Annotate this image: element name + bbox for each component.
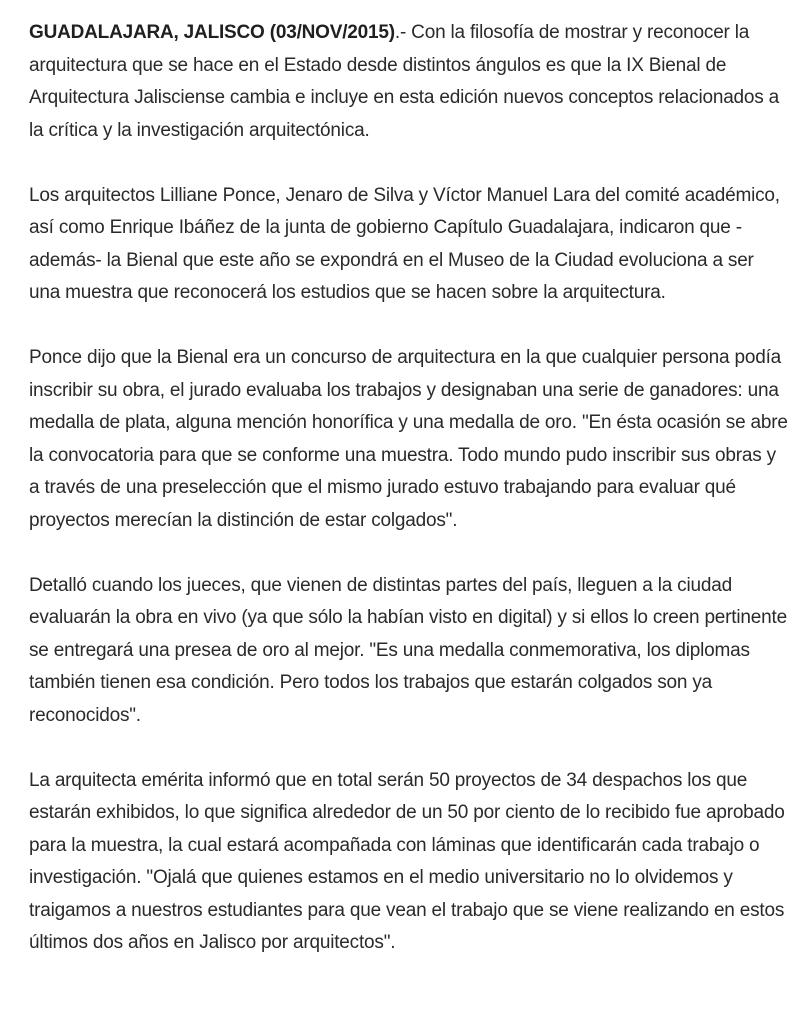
dateline: GUADALAJARA, JALISCO (03/NOV/2015) [29,22,395,43]
paragraph-3: Ponce dijo que la Bienal era un concurso de arquitectura en la que cualquier persona podía inscribir su obra, el jurado evaluaba los trabajos y designaban una serie de ganadores: una medalla de plata, alguna mención honorífica y una medalla de oro. "En ésta ocasión se abre la convocatoria para que se conforme una muestra. Todo mundo pudo inscribir sus obras y a través de una preselección que el mismo jurado estuvo trabajando para evaluar qué proyectos merecían la distinción de estar colgados". [29,347,788,531]
paragraph-1 [29,17,788,147]
paragraph-2: Los arquitectos Lilliane Ponce, Jenaro de Silva y Víctor Manuel Lara del comité académico, así como Enrique Ibáñez de la junta de gobierno Capítulo Guadalajara, indicaron que -además- la Bienal que este año se expondrá en el Museo de la Ciudad evoluciona a ser una muestra que reconocerá los estudios que se hacen sobre la arquitectura. [29,184,780,303]
paragraph-1-text: .- Con la filosofía de mostrar y reconocer la arquitectura que se hace en el Estado desde distintos ángulos es que la IX Bienal de Arquitectura Jalisciense cambia e incluye en esta edición nuevos conceptos relacionados a la crítica y la investigación arquitectónica. [29,22,780,141]
paragraph-4: Detalló cuando los jueces, que vienen de distintas partes del país, lleguen a la ciudad evaluarán la obra en vivo (ya que sólo la habían visto en digital) y si ellos lo creen pertinente se entregará una presea de oro al mejor. "Es una medalla conmemorativa, los diplomas también tienen esa condición. Pero todos los trabajos que estarán colgados son ya reconocidos". [29,574,787,726]
paragraph-5: La arquitecta emérita informó que en total serán 50 proyectos de 34 despachos los que estarán exhibidos, lo que significa alrededor de un 50 por ciento de lo recibido fue aprobado para la muestra, la cual estará acompañada con láminas que identificarán cada trabajo o investigación. "Ojalá que quienes estamos en el medio universitario no lo olvidemos y traigamos a nuestros estudiantes para que vean el trabajo que se viene realizando en estos últimos dos años en Jalisco por arquitectos". [29,769,785,953]
